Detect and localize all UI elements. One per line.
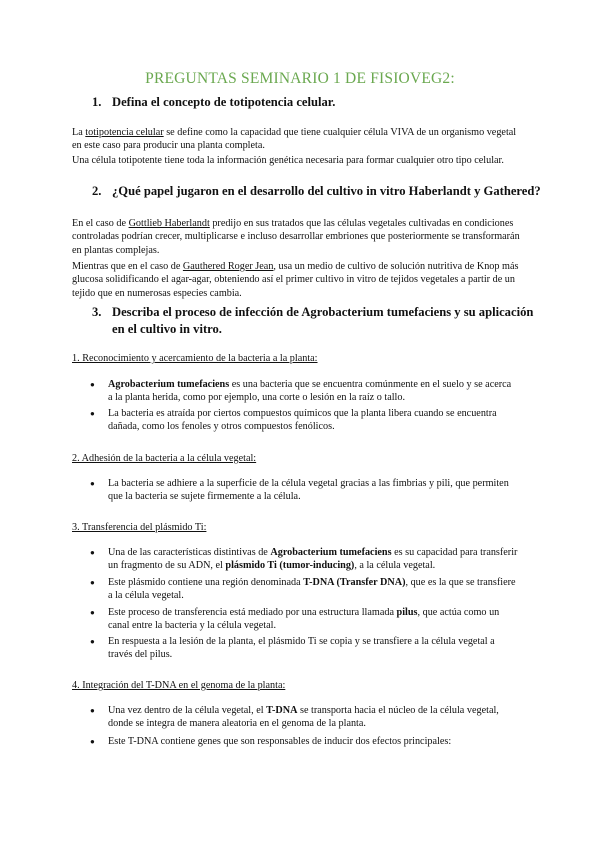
text-run: se transporta hacia el núcleo de la célula vegetal, donde se integra de manera aleatoria en el genoma de la planta. xyxy=(108,705,499,730)
bullet-icon: ● xyxy=(90,380,95,389)
question-number: 2. xyxy=(92,184,102,198)
list-item: En respuesta a la lesión de la planta, el plásmido Ti se copia y se transfiere a la célula vegetal a través del pilus. xyxy=(108,636,495,661)
list-item xyxy=(108,704,518,731)
text-run: Este proceso de transferencia está mediado por una estructura llamada xyxy=(108,607,397,618)
section-4-heading: 4. Integración del T-DNA en el genoma de la planta: xyxy=(72,680,286,691)
section-1-heading: 1. Reconocimiento y acercamiento de la bacteria a la planta: xyxy=(72,353,318,364)
list-item xyxy=(108,546,518,573)
bullet-icon: ● xyxy=(90,479,95,488)
answer-2-paragraph-2 xyxy=(72,260,522,300)
bullet-icon: ● xyxy=(90,737,95,746)
text-run: es su capacidad para transferir un fragmento de su ADN, el xyxy=(108,547,518,572)
question-text-line-1: Describa el proceso de infección de Agrobacterium tumefaciens y su aplicación xyxy=(112,305,534,319)
text-run: Una vez dentro de la célula vegetal, el xyxy=(108,705,267,716)
list-item xyxy=(108,576,518,603)
text-run: , a la célula vegetal. xyxy=(354,560,436,572)
list-item xyxy=(108,378,518,405)
text-run: predijo en sus tratados que las células vegetales cultivadas en condiciones controladas podrían crecer, multiplicarse e incluso desarrollar embriones que posteriormente se transformarán en plantas complejas. xyxy=(72,218,520,256)
list-item: La bacteria es atraída por ciertos compuestos químicos que la planta libera cuando se encuentra dañada, como los fenoles y otros compuestos fenólicos. xyxy=(108,408,497,433)
answer-1-paragraph-2: Una célula totipotente tiene toda la información genética necesaria para formar cualquier otro tipo celular. xyxy=(72,155,504,166)
bullet-icon: ● xyxy=(90,608,95,617)
list-item: La bacteria se adhiere a la superficie de la célula vegetal gracias a las fimbrias y pili, que permiten que la bacteria se sujete firmemente a la célula. xyxy=(108,478,509,503)
question-text-line-2: en el cultivo in vitro. xyxy=(112,322,222,336)
question-number: 1. xyxy=(92,95,102,109)
bold-term: plásmido Ti (tumor-inducing) xyxy=(225,560,355,572)
bullet-icon: ● xyxy=(90,578,95,587)
question-3 xyxy=(92,304,532,338)
term-gauthered: Gauthered Roger Jean xyxy=(182,261,274,272)
bullet-icon: ● xyxy=(90,706,95,715)
bold-term: T-DNA xyxy=(266,705,298,716)
text-run: Mientras que en el caso de xyxy=(72,261,183,272)
bold-term: Agrobacterium tumefaciens xyxy=(270,547,392,558)
section-2-heading: 2. Adhesión de la bacteria a la célula vegetal: xyxy=(72,453,257,464)
section-3-heading: 3. Transferencia del plásmido Ti: xyxy=(72,522,207,533)
text-run: , usa un medio de cultivo de solución nutritiva de Knop más glucosa solidificando el agar-agar, obteniendo así el primer cultivo in vitro de tejidos vegetales a partir de un tejido que en numerosas especies cambia. xyxy=(72,261,519,299)
answer-2-paragraph-1 xyxy=(72,217,522,257)
document-title: PREGUNTAS SEMINARIO 1 DE FISIOVEG2: xyxy=(145,70,455,87)
term-haberlandt: Gottlieb Haberlandt xyxy=(128,218,210,229)
text-run: En el caso de xyxy=(72,218,129,229)
bullet-icon: ● xyxy=(90,637,95,646)
term-totipotencia: totipotencia celular xyxy=(85,127,164,138)
text-run: , que actúa como un canal entre la bacteria y la célula vegetal. xyxy=(108,607,500,632)
question-text: Defina el concepto de totipotencia celular. xyxy=(112,95,336,109)
bold-term: T-DNA (Transfer DNA) xyxy=(303,577,406,588)
question-text: ¿Qué papel jugaron en el desarrollo del cultivo in vitro Haberlandt y Gathered? xyxy=(112,184,541,198)
bullet-icon: ● xyxy=(90,548,95,557)
text-run: es una bacteria que se encuentra comúnmente en el suelo y se acerca a la planta herida, como por ejemplo, una corte o lesión en la raíz o tallo. xyxy=(108,379,512,404)
list-item xyxy=(108,606,518,633)
bullet-icon: ● xyxy=(90,409,95,418)
bold-term: pilus xyxy=(396,607,418,618)
text-run: Una de las características distintivas de xyxy=(108,547,271,558)
text-run: Este plásmido contiene una región denominada xyxy=(108,577,304,588)
list-item: Este T-DNA contiene genes que son responsables de inducir dos efectos principales: xyxy=(108,736,452,747)
text-run: se define como la capacidad que tiene cualquier célula VIVA de un organismo vegetal en este caso para producir una planta completa. xyxy=(72,127,517,152)
bold-term: Agrobacterium tumefaciens xyxy=(108,379,230,390)
question-number: 3. xyxy=(92,305,102,319)
text-run: , que es la que se transfiere a la célula vegetal. xyxy=(108,577,516,602)
answer-1-paragraph-1 xyxy=(72,126,522,153)
text-run: La xyxy=(72,127,86,138)
